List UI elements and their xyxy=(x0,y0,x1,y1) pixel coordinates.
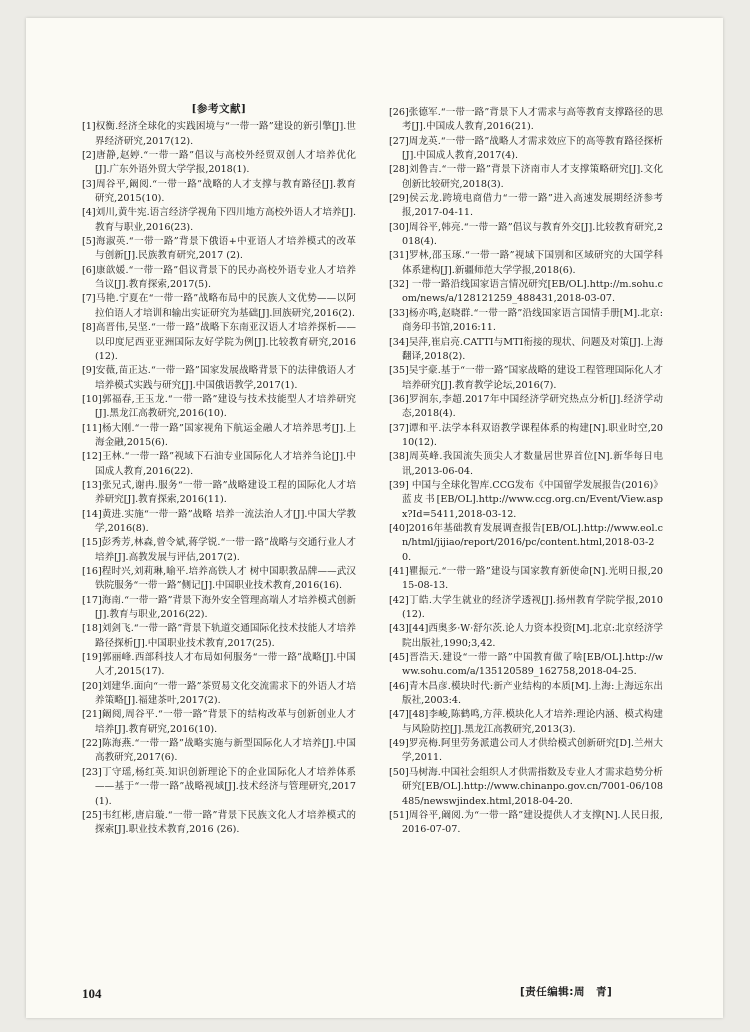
reference-entry: [42]丁皓.大学生就业的经济学透视[J].扬州教育学院学报,2010(12). xyxy=(389,594,663,621)
journal-page xyxy=(26,18,723,1018)
page-number: 104 xyxy=(82,986,102,1001)
reference-entry: [4]刘川,黄牛宪.语言经济学视角下四川地方高校外语人才培养[J].教育与职业,2016(23). xyxy=(82,207,356,233)
reference-entry: [14]黄进.实施“一带一路”战略 培养一流法治人才[J].中国大学教学,2016(8). xyxy=(82,508,356,534)
reference-entry: [30]周谷平,韩亮.“一带一路”倡议与教育外交[J].比较教育研究,2018(4). xyxy=(389,221,663,248)
reference-entry: [15]彭秀芳,林森,曾令斌,蒋学锐.“一带一路”战略与交通行业人才培养[J].高教发展与评估,2017(2). xyxy=(82,537,356,563)
reference-entry: [49]罗亮梅.阿里劳务派遣公司人才供给模式创新研究[D].兰州大学,2011. xyxy=(389,738,663,764)
reference-entry: [16]程时兴,刘莉琳,喻平.培养高铁人才 树中国职教品牌——武汉铁院服务“一带一路”侧记[J].中国职业技术教育,2016(16). xyxy=(82,566,356,592)
reference-entry: [27]周龙英.“一带一路”战略人才需求效应下的高等教育路径探析[J].中国成人教育,2017(4). xyxy=(389,135,663,162)
reference-entry: [12]王林.“一带一路”视域下石油专业国际化人才培养刍论[J].中国成人教育,2016(22). xyxy=(82,451,356,477)
reference-entry: [9]安薇,苗正达.“一带一路”国家发展战略背景下的法律俄语人才培养模式实践与研究[J].中国俄语教学,2017(1). xyxy=(82,365,356,391)
reference-entry: [26]张德军.“一带一路”背景下人才需求与高等教育支撑路径的思考[J].中国成人教育,2016(21). xyxy=(389,107,663,133)
reference-entry: [6]康歆媛.“一带一路”倡议背景下的民办高校外语专业人才培养刍议[J].教育探索,2017(5). xyxy=(82,264,356,291)
reference-entry: [38]周英峰.我国流失顶尖人才数量居世界首位[N].新华每日电讯,2013-06-04. xyxy=(389,451,663,477)
reference-entry: [11]杨大刚.“一带一路”国家视角下航运金融人才培养思考[J].上海金融,2015(6). xyxy=(82,422,356,448)
reference-entry: [8]高晋伟,吴坚.“一带一路”战略下东南亚汉语人才培养探析——以印度尼西亚亚洲国际友好学院为例[J].比较教育研究,2016(12). xyxy=(82,322,356,362)
reference-entry: [5]海淑英.“一带一路”背景下俄语+中亚语人才培养模式的改革与创新[J].民族教育研究,2017 (2). xyxy=(82,236,356,262)
reference-entry: [37]谭和平.法学本科双语教学课程体系的构建[N].职业时空,2010(12). xyxy=(389,422,663,448)
reference-entry: [47][48]李峻,陈鹤鸣,方萍.模块化人才培养:理论内涵、模式构建与风险防控[J].黑龙江高教研究,2013(3). xyxy=(389,709,663,735)
reference-entry: [31]罗林,邵玉琢.“一带一路”视域下国别和区域研究的大国学科体系建构[J].新疆师范大学学报,2018(6). xyxy=(389,250,663,276)
reference-entry: [35]吴宇豪.基于“一带一路”国家战略的建设工程管理国际化人才培养研究[J].教育教学论坛,2016(7). xyxy=(389,365,663,391)
reference-entry: [20]刘建华.面向“一带一路”茶贸易文化交流需求下的外语人才培养策略[J].福建茶叶,2017(2). xyxy=(82,680,356,707)
reference-entry: [46]青木昌彦.模块时代:新产业结构的本质[M].上海:上海远东出版社,2003:4. xyxy=(389,680,663,707)
reference-entry: [7]马艳.宁夏在“一带一路”战略布局中的民族人文优势——以阿拉伯语人才培训和输出实证研究为基础[J].回族研究,2016(2). xyxy=(82,293,356,319)
reference-entry: [34]吴萍,崔启亮.CATTI与MTI衔接的现状、问题及对策[J].上海翻译,2018(2). xyxy=(389,336,663,362)
reference-entry: [10]郭福春,王玉龙.“一带一路”建设与技术技能型人才培养研究[J].黑龙江高教研究,2016(10). xyxy=(82,393,356,420)
reference-entry: [22]陈海燕.“一带一路”战略实施与新型国际化人才培养[J].中国高教研究,2017(6). xyxy=(82,738,356,764)
reference-entry: [19]郭丽峰.西部科技人才布局如何服务“一带一路”战略[J].中国人才,2015(17). xyxy=(82,652,356,678)
reference-entry: [18]刘剑飞.“一带一路”背景下轨道交通国际化技术技能人才培养路径探析[J].中国职业技术教育,2017(25). xyxy=(82,623,356,649)
responsible-editor: [责任编辑:周 青] xyxy=(520,986,613,998)
reference-entry: [45]晋浩天.建设“一带一路”中国教育做了啥[EB/OL].http://www.sohu.com/a/135120589_162758,2018-04-25. xyxy=(389,652,663,678)
reference-entry: [2]唐静,赵婷.“一带一路”倡议与高校外经贸双创人才培养优化[J].广东外语外贸大学学报,2018(1). xyxy=(82,150,356,176)
references-column-right xyxy=(389,106,663,838)
reference-entry: [23]丁守瑶,杨红英.知识创新理论下的企业国际化人才培养体系——基于“一带一路”战略视域[J].技术经济与管理研究,2017(1). xyxy=(82,766,356,807)
reference-entry: [17]海南.“一带一路”背景下海外安全管理高端人才培养模式创新[J].教育与职业,2016(22). xyxy=(82,594,356,621)
reference-entry: [43][44]西奥多·W·舒尔茨.论人力资本投资[M].北京:北京经济学院出版社,1990;3,42. xyxy=(389,623,663,649)
reference-entry: [40]2016年基础教育发展调查报告[EB/OL].http://www.eol.cn/html/jijiao/report/2016/pc/content.html,2018-03-20. xyxy=(389,522,663,563)
reference-entry: [41]瞿振元.“一带一路”建设与国家教育新使命[N].光明日报,2015-08-13. xyxy=(389,566,663,592)
reference-entry: [39] 中国与全球化智库.CCG发布《中国留学发展报告(2016)》蓝皮书[EB/OL].http://www.ccg.org.cn/Event/View.aspx?Id=5411,2018-03-12. xyxy=(389,479,663,520)
references-heading: [参考文献] xyxy=(191,103,247,115)
references-column-left xyxy=(82,102,356,838)
reference-entry: [3]周谷平,阚阅.“一带一路”战略的人才支撑与教育路径[J].教育研究,2015(10). xyxy=(82,178,356,205)
reference-entry: [36]罗润东,李超.2017年中国经济学研究热点分析[J].经济学动态,2018(4). xyxy=(389,393,663,420)
reference-entry: [50]马树海.中国社会组织人才供需指数及专业人才需求趋势分析研究[EB/OL].http://www.chinanpo.gov.cn/7001-06/108485/newswjindex.html,2018-04-20. xyxy=(389,766,663,807)
reference-entry: [28]刘鲁吉.“一带一路”背景下济南市人才支撑策略研究[J].文化创新比较研究,2018(3). xyxy=(389,164,663,190)
left-reference-list xyxy=(82,120,356,837)
reference-entry: [32] 一带一路沿线国家语言情况研究[EB/OL].http://m.sohu.com/news/a/128121259_488431,2018-03-07. xyxy=(389,279,663,305)
right-reference-list xyxy=(389,106,663,838)
reference-entry: [33]杨亦鸣,赵晓群.“一带一路”沿线国家语言国情手册[M].北京:商务印书馆,2016:11. xyxy=(389,307,663,334)
reference-entry: [25]韦红彬,唐启璇.“一带一路”背景下民族文化人才培养模式的探索[J].职业技术教育,2016 (26). xyxy=(82,809,356,836)
reference-entry: [1]权衡.经济全球化的实践困境与“一带一路”建设的新引擎[J].世界经济研究,2017(12). xyxy=(82,121,356,147)
reference-entry: [21]阚阅,周谷平.“一带一路”背景下的结构改革与创新创业人才培养[J].教育研究,2016(10). xyxy=(82,709,356,735)
reference-entry: [51]周谷平,阚阅.为“一带一路”建设提供人才支撑[N].人民日报,2016-07-07. xyxy=(389,809,663,836)
reference-entry: [29]侯云龙.跨境电商借力“一带一路”进入高速发展期经济参考报,2017-04-11. xyxy=(389,193,663,219)
reference-entry: [13]张兄式,谢冉.服务“一带一路”战略建设工程的国际化人才培养研究[J].教育探索,2016(11). xyxy=(82,479,356,506)
